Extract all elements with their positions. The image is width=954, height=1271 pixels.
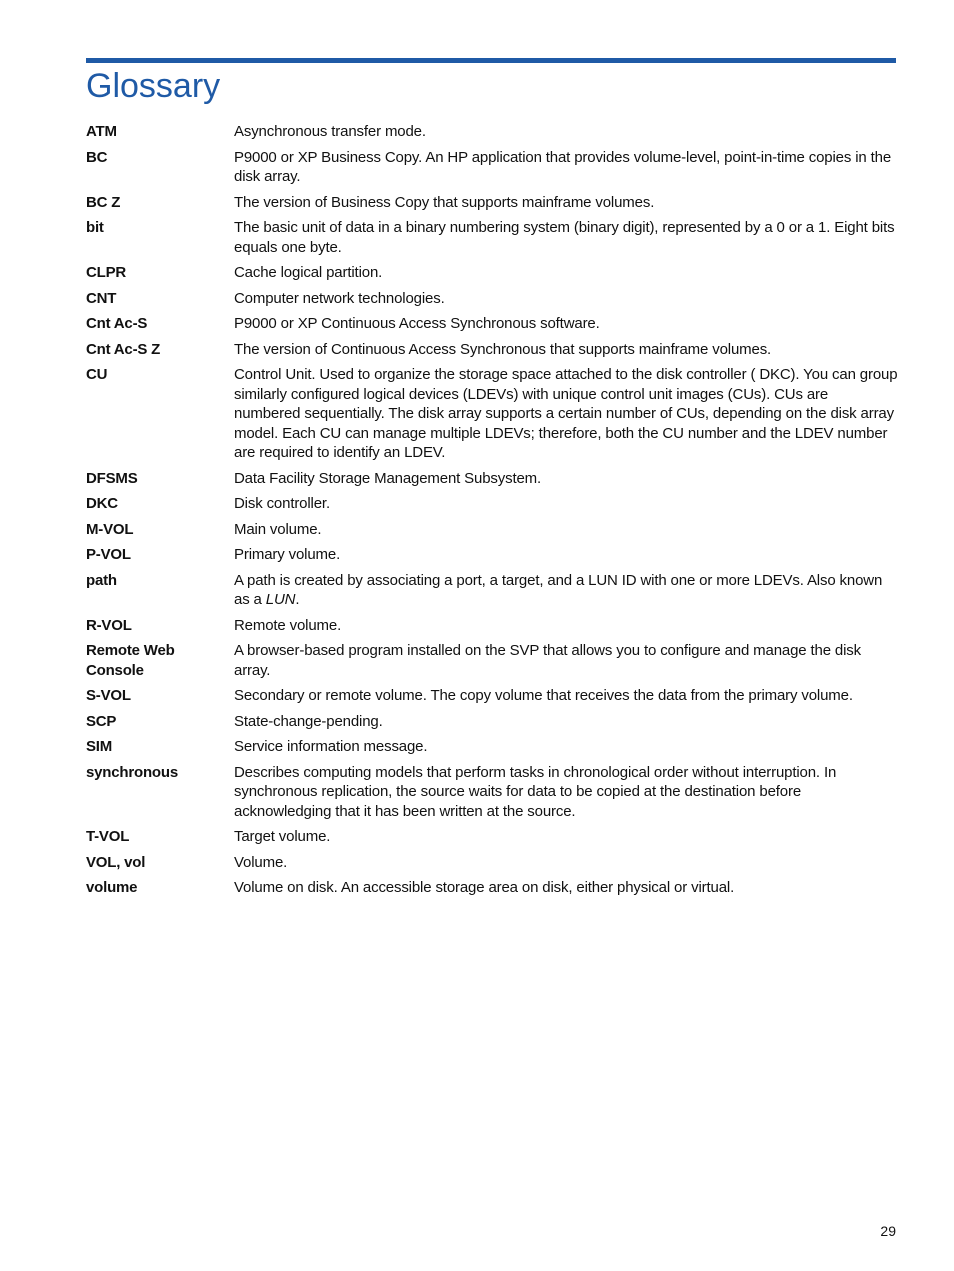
- glossary-definition: Asynchronous transfer mode.: [234, 123, 426, 140]
- glossary-entry-bit: [86, 218, 898, 257]
- glossary-definition: Service information message.: [234, 738, 428, 755]
- glossary-definition: State-change-pending.: [234, 712, 383, 730]
- glossary-definition: Secondary or remote volume. The copy volume that receives the data from the primary volume.: [234, 687, 853, 704]
- glossary-list: [86, 122, 898, 904]
- glossary-definition: Volume.: [234, 853, 288, 871]
- glossary-definition: [234, 571, 898, 610]
- glossary-definition: Remote volume.: [234, 616, 342, 634]
- glossary-entry-m-vol: [86, 520, 898, 540]
- glossary-entry-synchronous: [86, 763, 898, 822]
- glossary-term: ATM: [86, 123, 117, 140]
- glossary-term: CU: [86, 366, 108, 383]
- glossary-term: Remote Web Console: [86, 642, 175, 679]
- glossary-entry-p-vol: [86, 545, 898, 565]
- page-number: 29: [880, 1223, 896, 1239]
- glossary-entry-cnt-ac-s: [86, 314, 898, 334]
- glossary-term: P-VOL: [86, 546, 131, 563]
- glossary-term: Cnt Ac-S: [86, 315, 148, 332]
- glossary-entry-vol: [86, 853, 898, 873]
- glossary-definition: The basic unit of data in a binary numbering system (binary digit), represented by a 0 or a 1. Eight bits equals one byte.: [234, 219, 895, 256]
- glossary-entry-cnt: [86, 289, 898, 309]
- glossary-entry-remote-web-console: [86, 641, 898, 680]
- glossary-term: synchronous: [86, 763, 178, 781]
- definition-text-end: .: [295, 591, 300, 608]
- glossary-definition: Cache logical partition.: [234, 264, 383, 281]
- glossary-term: S-VOL: [86, 687, 131, 704]
- glossary-entry-s-vol: [86, 686, 898, 706]
- glossary-entry-t-vol: [86, 827, 898, 847]
- glossary-definition: P9000 or XP Continuous Access Synchronous software.: [234, 315, 600, 332]
- glossary-entry-clpr: [86, 263, 898, 283]
- glossary-term: volume: [86, 879, 138, 896]
- glossary-definition: The version of Continuous Access Synchronous that supports mainframe volumes.: [234, 340, 772, 358]
- glossary-definition: A browser-based program installed on the SVP that allows you to configure and manage the disk array.: [234, 642, 861, 679]
- glossary-entry-cnt-ac-s-z: [86, 340, 898, 360]
- glossary-definition: The version of Business Copy that supports mainframe volumes.: [234, 193, 655, 211]
- glossary-term: DFSMS: [86, 469, 138, 487]
- glossary-entry-scp: [86, 712, 898, 732]
- glossary-definition: Volume on disk. An accessible storage area on disk, either physical or virtual.: [234, 879, 735, 896]
- glossary-definition: Control Unit. Used to organize the storage space attached to the disk controller ( DKC). You can group similarly configured logical devices (LDEVs) with unique control unit images (CUs). CUs are numbered sequentially. The disk array supports a certain number of CUs, depending on the disk array model. Each CU can manage multiple LDEVs; therefore, both the CU number and the LDEV number are required to identify an LDEV.: [234, 366, 898, 461]
- glossary-entry-r-vol: [86, 616, 898, 636]
- glossary-term: VOL, vol: [86, 853, 146, 871]
- glossary-entry-bc-z: [86, 193, 898, 213]
- glossary-entry-dfsms: [86, 469, 898, 489]
- glossary-definition: Computer network technologies.: [234, 289, 445, 307]
- glossary-term: M-VOL: [86, 520, 134, 538]
- glossary-term: BC Z: [86, 193, 121, 211]
- page-title: Glossary: [86, 67, 221, 105]
- glossary-term: Cnt Ac-S Z: [86, 340, 161, 358]
- glossary-term: SIM: [86, 738, 113, 755]
- glossary-entry-cu: [86, 365, 898, 463]
- glossary-term: T-VOL: [86, 828, 130, 845]
- glossary-term: CNT: [86, 289, 117, 307]
- glossary-term: BC: [86, 148, 108, 166]
- glossary-definition: Main volume.: [234, 520, 322, 538]
- definition-text: A path is created by associating a port, a target, and a LUN ID with one or more LDEVs. Also known as a: [234, 571, 883, 608]
- glossary-definition: Target volume.: [234, 828, 331, 845]
- glossary-entry-atm: [86, 122, 898, 142]
- glossary-term: DKC: [86, 495, 118, 512]
- glossary-entry-sim: [86, 737, 898, 757]
- glossary-definition: Primary volume.: [234, 546, 341, 563]
- glossary-term: bit: [86, 219, 104, 236]
- definition-italic-term: LUN: [265, 591, 296, 608]
- glossary-term: R-VOL: [86, 616, 132, 634]
- glossary-definition: Describes computing models that perform tasks in chronological order without interruption. In synchronous replication, the source waits for data to be copied at the destination before acknowledging that it has been written at the source.: [234, 763, 837, 820]
- glossary-definition: P9000 or XP Business Copy. An HP application that provides volume-level, point-in-time copies in the disk array.: [234, 148, 892, 185]
- glossary-term: path: [86, 571, 117, 589]
- glossary-term: CLPR: [86, 264, 127, 281]
- glossary-entry-volume: [86, 878, 898, 898]
- glossary-entry-bc: [86, 148, 898, 187]
- glossary-entry-dkc: [86, 494, 898, 514]
- glossary-definition: Disk controller.: [234, 495, 330, 512]
- glossary-entry-path: [86, 571, 898, 610]
- title-rule: [86, 58, 896, 63]
- glossary-term: SCP: [86, 712, 117, 730]
- glossary-definition: Data Facility Storage Management Subsystem.: [234, 469, 542, 487]
